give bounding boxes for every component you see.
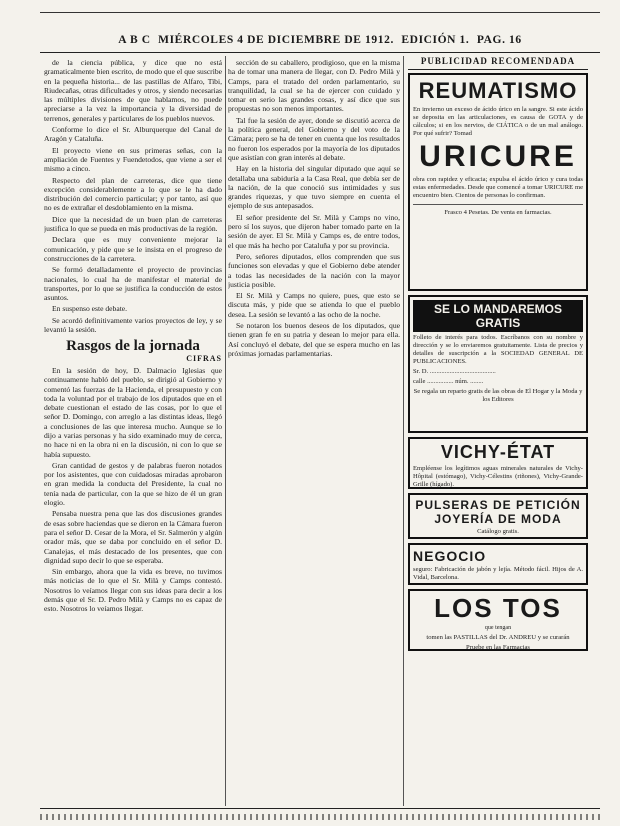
ad-uricure-text: obra con rapidez y eficacia; expulsa el ácido úrico y cura todas estas enfermedades. Desde que comencé a tomar URICURE me encuentro bien. Cientos de personas lo confirman. xyxy=(413,176,583,199)
ads-column xyxy=(408,56,588,816)
footer-strip xyxy=(40,814,600,820)
col1-paragraph: En suspenso este debate. xyxy=(52,304,128,314)
ad-gratis-field-street: calle ................ núm. ........ xyxy=(413,378,484,385)
ads-section-heading: PUBLICIDAD RECOMENDADA xyxy=(408,56,588,70)
col1-paragraph: En la sesión de hoy, D. Dalmacio Iglesias que continuamente habló del pueblo, se dirigió al Gobierno y comentó las fuerzas de la Hacienda, el presupuesto y con toda la voluntad por el trabajo de los diputados que en el debate cuestionan el estado de las cosas, por lo que el señor D. Domingo, con arreglo a las distintas ideas, llegó a conclusiones de las que interesa mucho. Aunque se lo dijo a varias personas y ha sido examinado muy de cerca, no hace ni en la obra ni en la discusión, ni con lo que se había supuesto. xyxy=(44,365,222,459)
col1-paragraph: Gran cantidad de gestos y de palabras fueron notados por los asistentes, que con cuidadosas miradas aprobaron en gran medida la conducta del Presidente, la cual no tenía nada de particular, con la que se hizo de él un gran elogio. xyxy=(44,460,222,508)
col1-paragraph: Pensaba nuestra pena que las dos discusiones grandes de esas sobre haciendas que se dieron en la Cámara fueron para el señor D. Cesar de la Mora, el Sr. Salmerón y algún orador más, que se daba por concluido en el señor D. Canalejas, el más destacado de los presentes, que con dignidad supo decir lo que se esperaba. xyxy=(44,509,222,565)
ad-tos-footer: Pruebe en las Farmacias xyxy=(466,644,530,651)
ad-tos-middle: que tengan xyxy=(484,625,512,631)
header-rule xyxy=(40,52,600,53)
ad-pulseras-text: Catálogo gratis. xyxy=(477,528,519,535)
header-date: MIÉRCOLES 4 DE DICIEMBRE DE 1912. xyxy=(158,34,394,46)
ad-negocio-text: seguro: Fabricación de jabón y lejía. Método fácil. Hijos de A. Vidal, Barcelona. xyxy=(413,566,583,581)
header-left: A B C xyxy=(118,34,151,46)
ad-gratis-field-name: Sr. D. ........................................ xyxy=(413,368,496,375)
col1-paragraph: Dice que la necesidad de un buen plan de carreteras justifica lo que se pueda en más productivas de la región. xyxy=(44,214,222,234)
page-header xyxy=(40,34,600,52)
column-divider-1 xyxy=(225,56,226,806)
section-title: Rasgos de la jornada xyxy=(66,338,200,355)
ad-reumatismo xyxy=(408,73,588,291)
col2-paragraph: Se notaron los buenos deseos de los diputados, que tienen gran fe en su patria y desean lo mejor para ella. Así concluyó el debate, del que se espera mucho en las próximas jornadas parlamentarias. xyxy=(228,321,400,358)
ad-uricure-title: URICURE xyxy=(419,140,577,173)
ad-gratis-footer: Se regala un reparto gratis de las obras de El Hogar y la Moda y los Editores xyxy=(413,388,583,403)
top-rule xyxy=(40,12,600,13)
ad-gratis xyxy=(408,295,588,433)
col2-paragraph: Hay en la historia del singular diputado que aquí se detallaba una sabiduría a la Casa Real, que debía ser de la nación, de la que conoció sus intimidades y sus grandes riquezas, y que tuvo siempre en cuenta el ejemplo de sus antepasados. xyxy=(228,164,400,211)
col2-paragraph: Tal fue la sesión de ayer, donde se discutió acerca de la política general, del Gobierno y del voto de la Cámara; pero se ha de tener en cuenta que los resultados no fueron los esperados por la mayoría de los diputados que asistían con gran interés al debate. xyxy=(228,115,400,162)
col1-paragraph: Declara que es muy conveniente mejorar la comunicación, y pide que se le insista en el progreso de construcciones de la carretera. xyxy=(44,235,222,263)
ad-reumatismo-title: REUMATISMO xyxy=(418,78,578,103)
ad-vichy-title: VICHY-ÉTAT xyxy=(440,442,556,462)
ad-tos-sub: tomen las PASTILLAS del Dr. ANDREU y se curarán xyxy=(426,634,570,641)
column-divider-2 xyxy=(403,56,404,806)
col1-paragraph: Sin embargo, ahora que la vida es breve, no tuvimos más noticias de lo que el Sr. Milà y Camps contestó. Nosotros lo veíamos llegar con sus ideas para decir a los demás que el Sr. D. Pedro Milà y Camps no es capaz de esto. Nosotros lo veíamos llegar. xyxy=(44,567,222,614)
ad-pulseras-title: PULSERAS DE PETICIÓN xyxy=(415,498,581,512)
bottom-rule xyxy=(40,808,600,809)
col2-paragraph: Pero, señores diputados, ellos comprenden que sus funciones son elevadas y que el Gobierno debe atender a todas las necesidades de la nación con la mayor justicia posible. xyxy=(228,251,400,289)
ad-joyeria-title: JOYERÍA DE MODA xyxy=(434,512,562,526)
ad-gratis-text: Folleto de interés para todos. Escríbanos con su nombre y dirección y se lo enviaremos gratuitamente. Lista de precios y detalles de suscripción a la SOCIEDAD GENERAL DE PUBLICACIONES. xyxy=(413,334,583,365)
divider xyxy=(413,204,583,205)
ad-reumatismo-text: En invierno un exceso de ácido úrico en la sangre. Si este ácido se deposita en las articulaciones, es causa de GOTA y de cálculos; si en los nervios, de CIÁTICA o de un mal análogo. Por qué sufrir? Tomad xyxy=(413,106,583,137)
header-edition: EDICIÓN 1. xyxy=(401,34,470,46)
ad-gratis-title: SE LO MANDAREMOS GRATIS xyxy=(413,300,583,332)
ad-negocio-title: NEGOCIO xyxy=(413,548,487,564)
col2-paragraph: sección de su caballero, prodigioso, que en la misma ha de tomar una manera de llegar, con D. Pedro Milà y Camps, para el tratado del orden parlamentario, su tranquilidad, la cual se ha de ejercer con cuidado y tomar en serio las grandes cosas, y así dice que sus propuestas no son menos importantes. xyxy=(228,58,400,114)
col1-paragraph: Conforme lo dice el Sr. Alburquerque del Canal de Aragón y Cataluña. xyxy=(44,125,222,144)
ad-pulseras xyxy=(408,493,588,539)
col2-paragraph: El señor presidente del Sr. Milà y Camps no vino, pero sí los suyos, que dijeron haber tomado parte en la sesión de ayer. El Sr. Milà y Camps es, de entre todos, el que más ha hecho por Cataluña y por su provincia. xyxy=(228,212,400,250)
column-2 xyxy=(228,58,400,803)
column-1 xyxy=(44,58,222,803)
col2-paragraph: El Sr. Milà y Camps no quiere, pues, que esto se discuta más, y pide que se atienda lo que el pueblo desea. La sesión se levantó a las ocho de la noche. xyxy=(228,291,400,319)
ad-vichy xyxy=(408,437,588,489)
col1-paragraph: Se acordó definitivamente varios proyectos de ley, y se levantó la sesión. xyxy=(44,315,222,335)
ad-tos-title: LOS TOS xyxy=(434,593,562,623)
header-page: PAG. 16 xyxy=(476,34,522,46)
ad-negocio xyxy=(408,543,588,585)
section-subtitle: CIFRAS xyxy=(186,353,222,363)
ad-uricure-footer: Frasco 4 Pesetas. De venta en farmacias. xyxy=(444,209,552,216)
col1-paragraph: El proyecto viene en sus primeras señas, con la ampliación de Fuentes y Fuendetodos, que viene a ser el mismo a cinco. xyxy=(44,145,222,174)
col1-paragraph: de la ciencia pública, y dice que no está gramaticalmente bien escrito, de modo que el que suscribe en la pequeña historia... de las pastillas de Alfaro, Tibi, Riudecañas, otras dificultades y otros, y siendo necesarias las múltiples divisiones de que hablamos, no puede apreciarse a la vez la importancia y la diversidad de terrenos, generales y particulares de los pueblos nuevos. xyxy=(44,58,222,123)
ad-vichy-text: Empléense los legítimos aguas minerales naturales de Vichy-Hôpital (estómago), Vichy-Célestins (riñones), Vichy-Grande-Grille (hígado). xyxy=(413,465,583,488)
col1-paragraph: Respecto del plan de carreteras, dice que tiene excepción considerablemente a lo que se le ha dado distribución del comercio particular; y por tanto, así que no es de extrañar el desdoblamiento en la misma. xyxy=(44,175,222,213)
col1-paragraph: Se formó detalladamente el proyecto de provincias nacionales, lo cual ha de manifestar el material de transportes, por lo que se justifica la conducción de estos asuntos. xyxy=(44,265,222,303)
ad-tos xyxy=(408,589,588,651)
